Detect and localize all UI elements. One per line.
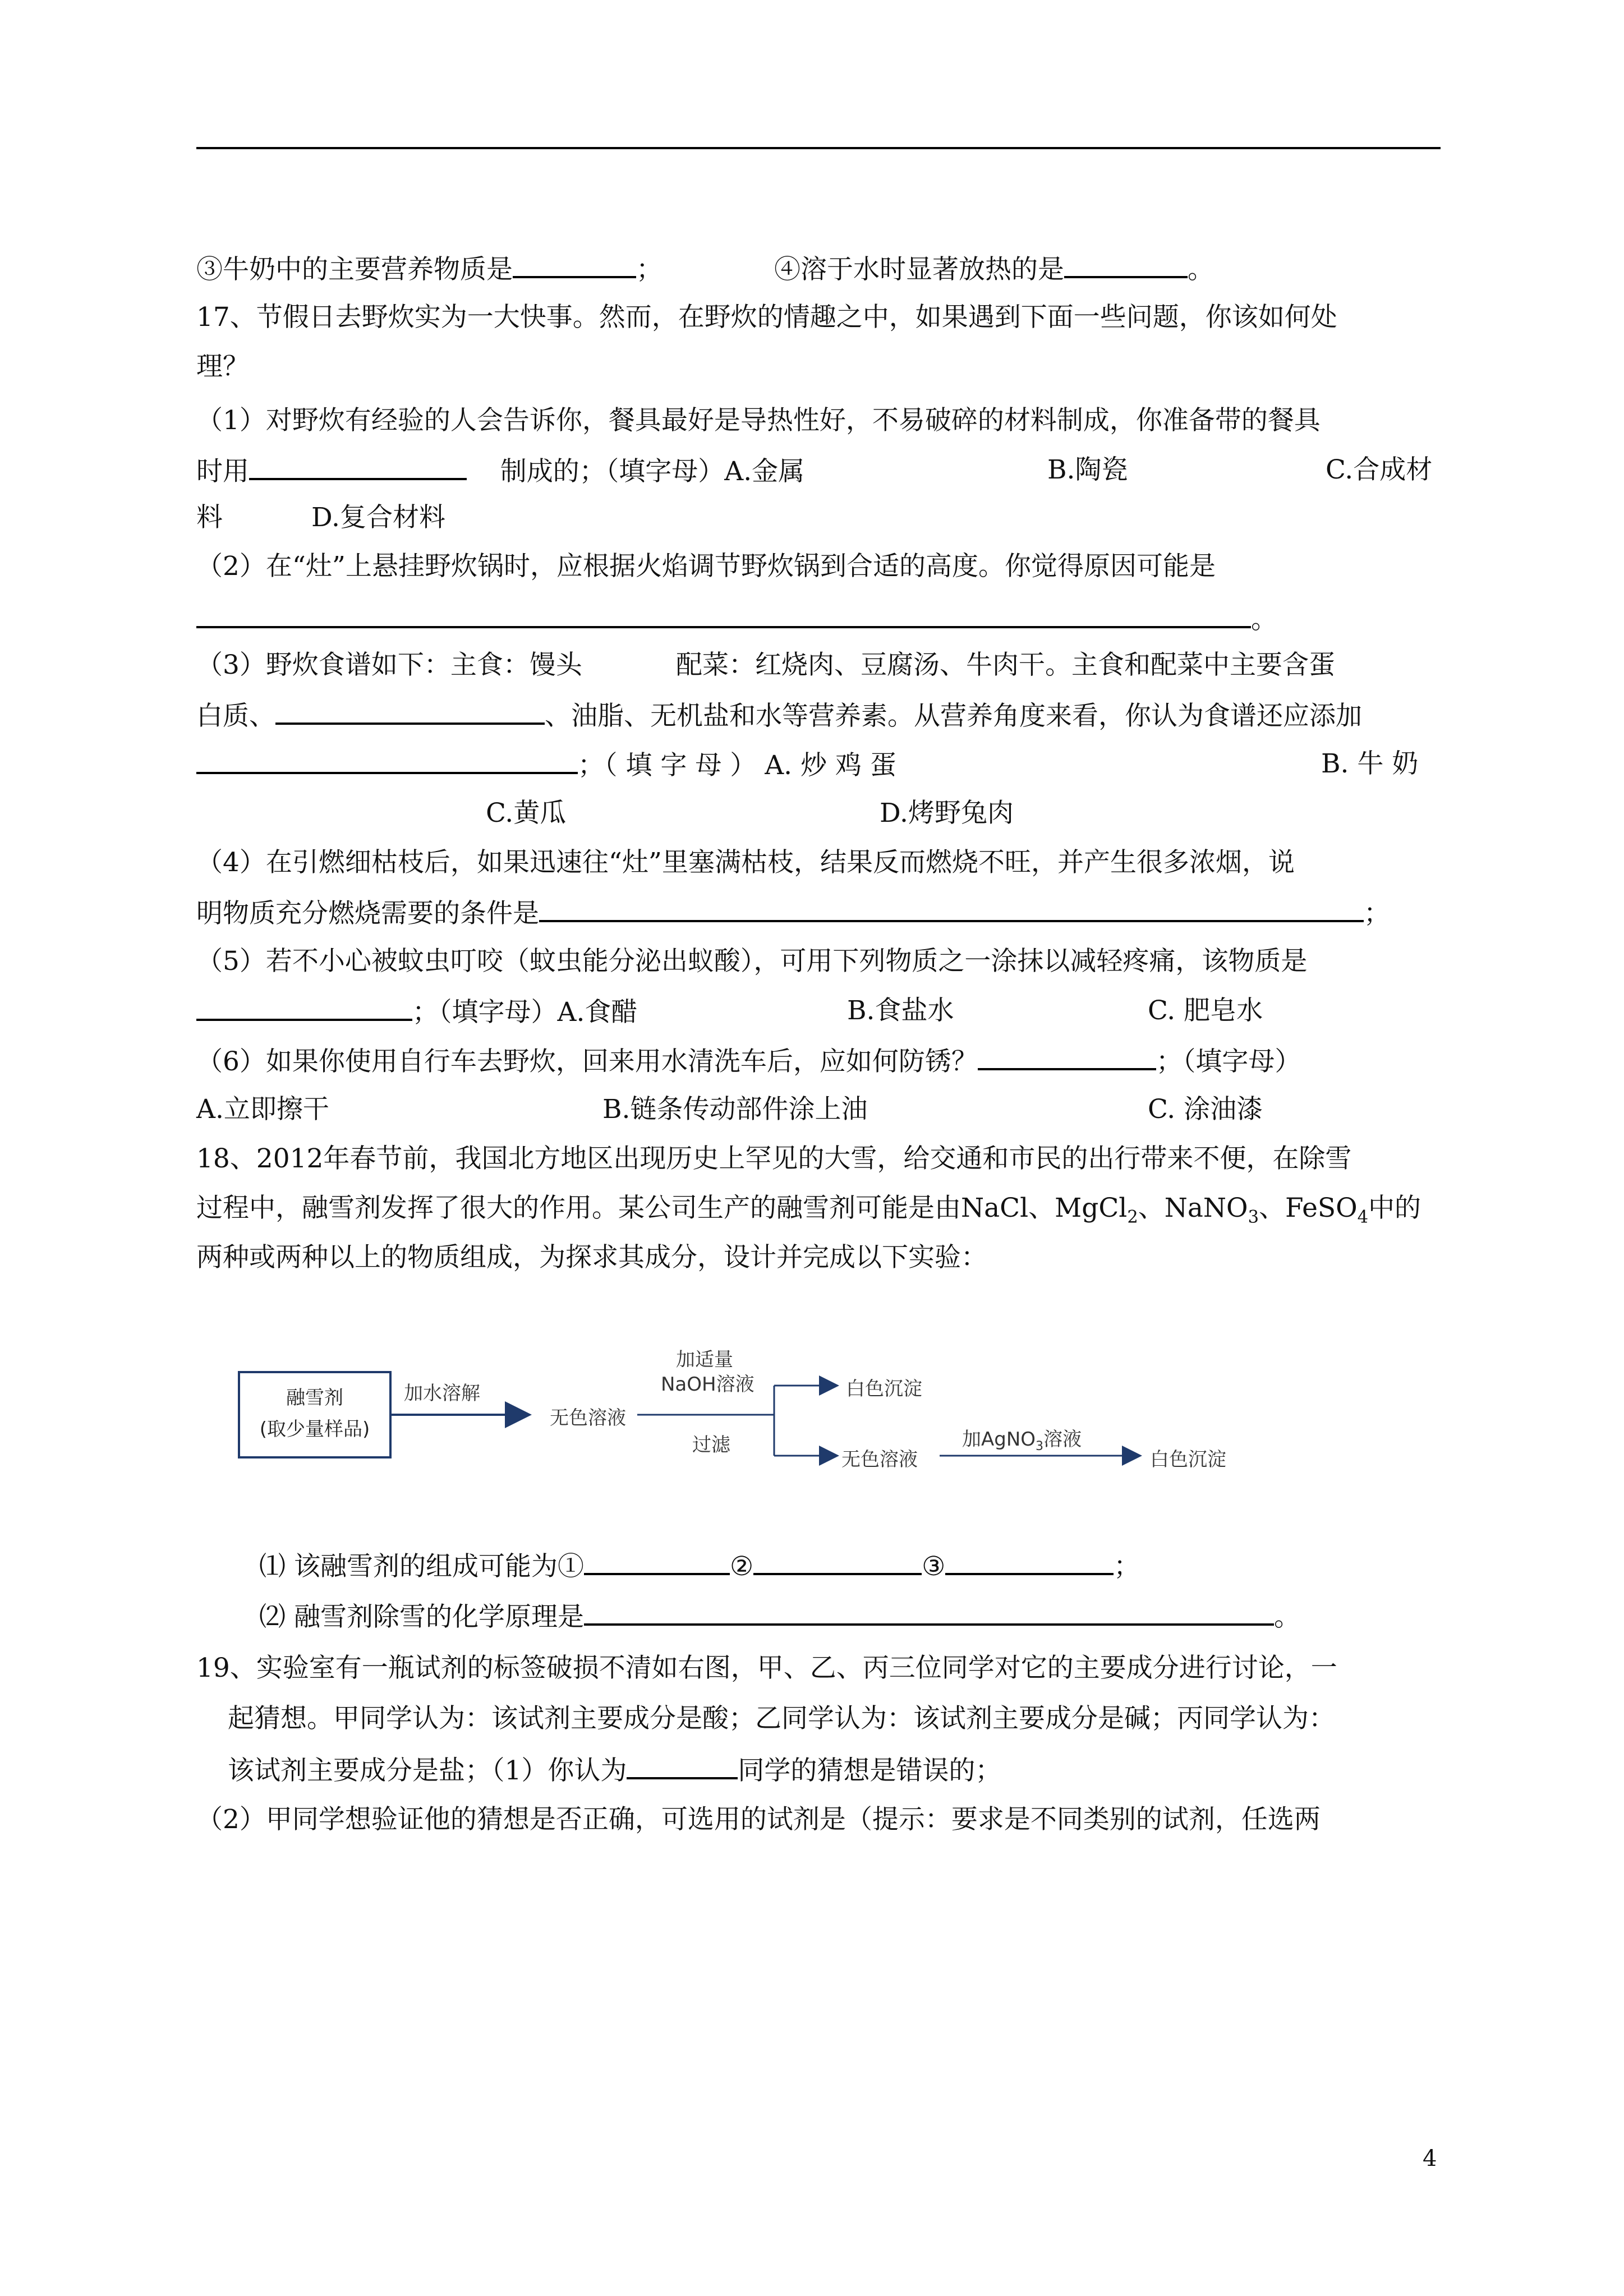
q18-stem-2: 过程中，融雪剂发挥了很大的作用。某公司生产的融雪剂可能是由NaCl、MgCl$_2$、NaNO$_3$、FeSO$_4$中的	[196, 1193, 1421, 1227]
answer-blank[interactable]	[196, 601, 1251, 628]
answer-blank[interactable]	[249, 453, 467, 480]
q17-p1-line3: 料	[196, 502, 223, 533]
q17-p5-opt-c: C. 肥皂水	[1148, 995, 1263, 1026]
q17-opt-b: B.陶瓷	[1047, 454, 1128, 485]
q17-p3-line2: 白质、 、油脂、无机盐和水等营养素。从营养角度来看，你认为食谱还应添加	[196, 698, 1362, 733]
q17-p4-line1: （4）在引燃细枯枝后，如果迅速往“灶”里塞满枯枝，结果反而燃烧不旺，并产生很多浓烟，说	[196, 847, 1295, 878]
answer-blank[interactable]	[627, 1752, 738, 1779]
q17-p3-opt-c: C.黄瓜	[486, 798, 567, 829]
reagent-label-2: NaOH溶液	[661, 1373, 755, 1396]
q17-p4-line2: 明物质充分燃烧需要的条件是 ；	[196, 895, 1390, 931]
agno3-reagent-label: 加AgNO$_3$溶液	[962, 1428, 1082, 1453]
q17-p3-opt-b: B. 牛 奶	[1321, 748, 1419, 779]
answer-blank[interactable]	[275, 698, 545, 725]
q17-stem-2: 理？	[196, 351, 249, 382]
q17-p1-line2: 时用 制成的；（填字母）A.金属	[196, 453, 804, 489]
q19-stem-2: 起猜想。甲同学认为：该试剂主要成分是酸；乙同学认为：该试剂主要成分是碱；丙同学认为：	[228, 1703, 1335, 1734]
q18-stem-1: 18、2012年春节前，我国北方地区出现历史上罕见的大雪，给交通和市民的出行带来不便，在除雪	[196, 1143, 1352, 1174]
q17-p2-line1: （2）在“灶”上悬挂野炊锅时，应根据火焰调节野炊锅到合适的高度。你觉得原因可能是	[196, 551, 1216, 582]
q18-p1: ⑴ 该融雪剂的组成可能为① ② ③ ；	[259, 1548, 1140, 1584]
q17-p6-opt-c: C. 涂油漆	[1148, 1094, 1263, 1125]
answer-blank[interactable]	[584, 1548, 730, 1575]
answer-blank[interactable]	[978, 1043, 1156, 1070]
answer-blank[interactable]	[584, 1599, 1274, 1626]
colorless-solution-label: 无色溶液	[550, 1407, 626, 1429]
q17-p1-line1: （1）对野炊有经验的人会告诉你，餐具最好是导热性好，不易破碎的材料制成，你准备带的餐具	[196, 405, 1321, 436]
q17-p3-opt-d: D.烤野兔肉	[880, 798, 1014, 829]
q17-opt-c: C.合成材	[1326, 454, 1433, 485]
page-number: 4	[1423, 2146, 1437, 2171]
q17-p2-line2: 。	[196, 601, 1277, 637]
q17-p3-line1: （3）野炊食谱如下：主食：馒头	[196, 650, 582, 680]
answer-blank[interactable]	[513, 251, 636, 278]
step-dissolve-label: 加水溶解	[404, 1382, 480, 1405]
answer-blank[interactable]	[196, 994, 412, 1021]
q17-p3-line3: ；（ 填 字 母 ） A. 炒 鸡 蛋	[196, 747, 896, 783]
q17-p6-line1: （6）如果你使用自行车去野炊，回来用水清洗车后，应如何防锈？ ；（填字母）	[196, 1043, 1301, 1079]
reagent-label-1: 加适量	[676, 1349, 733, 1371]
sample-box: 融雪剂 (取少量样品)	[238, 1371, 392, 1458]
colorless-solution-2: 无色溶液	[841, 1448, 918, 1471]
q17-p3-line1b: 配菜：红烧肉、豆腐汤、牛肉干。主食和配菜中主要含蛋	[676, 650, 1335, 680]
q19-stem-1: 19、实验室有一瓶试剂的标签破损不清如右图，甲、乙、丙三位同学对它的主要成分进行讨论，一	[196, 1653, 1337, 1683]
q17-p6-opt-b: B.链条传动部件涂上油	[602, 1094, 868, 1125]
filter-label: 过滤	[692, 1434, 730, 1456]
q19-stem-3: 该试剂主要成分是盐；（1）你认为 同学的猜想是错误的；	[228, 1752, 1001, 1788]
experiment-flowchart	[224, 1341, 1290, 1487]
q17-opt-d: D.复合材料	[311, 502, 445, 533]
answer-blank[interactable]	[753, 1548, 922, 1575]
q17-p5-opt-b: B.食盐水	[847, 995, 954, 1026]
q18-stem-3: 两种或两种以上的物质组成，为探求其成分，设计并完成以下实验：	[196, 1242, 987, 1273]
header-rule	[196, 147, 1441, 149]
q17-p5-line1: （5）若不小心被蚊虫叮咬（蚊虫能分泌出蚁酸），可用下列物质之一涂抹以减轻疼痛，该物质是	[196, 946, 1308, 977]
answer-blank[interactable]	[1064, 251, 1188, 278]
white-precipitate-1: 白色沉淀	[846, 1378, 922, 1400]
q18-p2: ⑵ 融雪剂除雪的化学原理是 。	[259, 1599, 1300, 1634]
q17-stem-1: 17、节假日去野炊实为一大快事。然而，在野炊的情趣之中，如果遇到下面一些问题，你该如何处	[196, 302, 1337, 333]
answer-blank[interactable]	[539, 895, 1364, 922]
q17-p6-opt-a: A.立即擦干	[196, 1094, 329, 1125]
q17-p5-line2: ；（填字母）A.食醋	[196, 994, 637, 1029]
q16-line3: ③牛奶中的主要营养物质是 ；	[196, 251, 663, 287]
answer-blank[interactable]	[945, 1548, 1114, 1575]
q19-p2: （2）甲同学想验证他的猜想是否正确，可选用的试剂是（提示：要求是不同类别的试剂，任选两	[196, 1804, 1321, 1835]
q16-line3-right: ④溶于水时显著放热的是 。	[774, 251, 1214, 287]
answer-blank[interactable]	[196, 747, 578, 774]
white-precipitate-2: 白色沉淀	[1150, 1448, 1226, 1471]
